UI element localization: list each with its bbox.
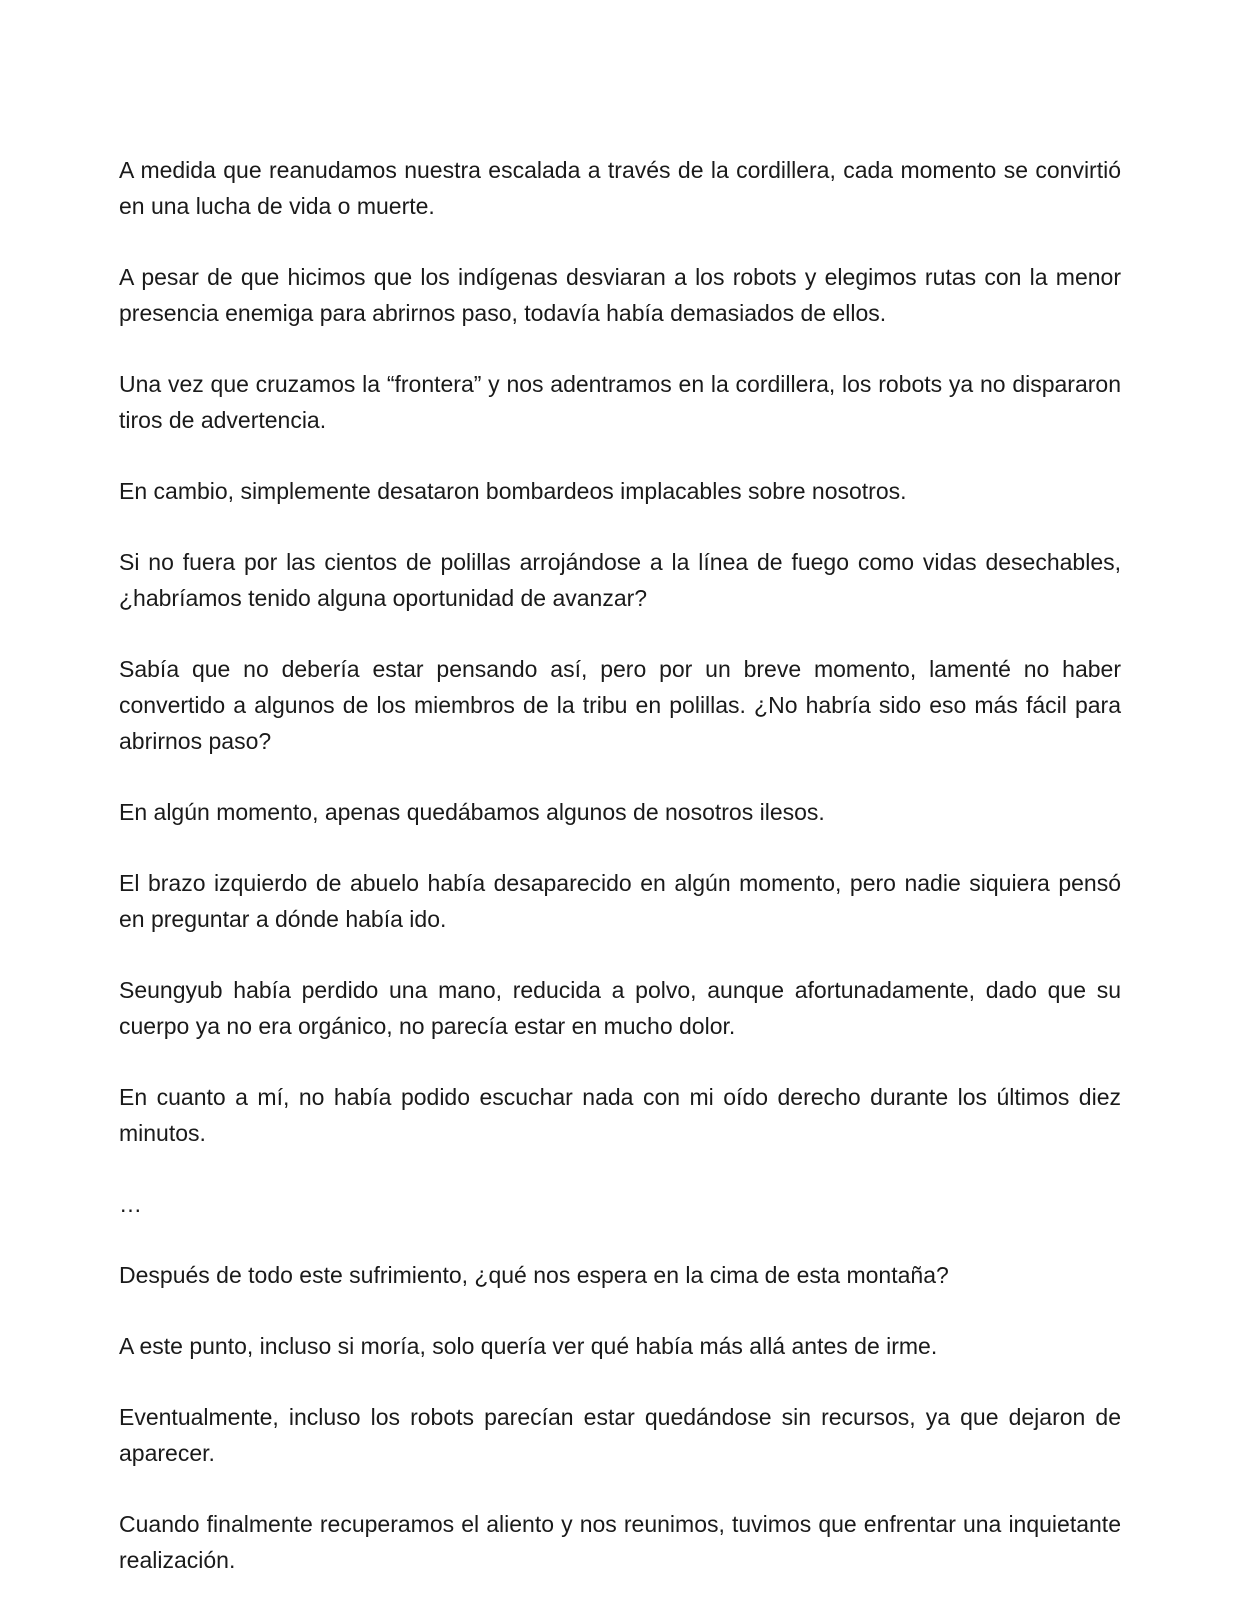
paragraph: A este punto, incluso si moría, solo quería ver qué había más allá antes de irme. (119, 1333, 938, 1359)
paragraph: Si no fuera por las cientos de polillas arrojándose a la línea de fuego como vidas desechables, ¿habríamos tenido alguna oportunidad de avanzar? (119, 549, 1121, 611)
paragraph: Eventualmente, incluso los robots parecían estar quedándose sin recursos, ya que dejaron de aparecer. (119, 1404, 1121, 1466)
paragraph: A medida que reanudamos nuestra escalada a través de la cordillera, cada momento se convirtió en una lucha de vida o muerte. (119, 157, 1121, 219)
paragraph: Seungyub había perdido una mano, reducida a polvo, aunque afortunadamente, dado que su cuerpo ya no era orgánico, no parecía estar en mucho dolor. (119, 977, 1121, 1039)
paragraph: El brazo izquierdo de abuelo había desaparecido en algún momento, pero nadie siquiera pensó en preguntar a dónde había ido. (119, 870, 1121, 932)
paragraph: Una vez que cruzamos la “frontera” y nos adentramos en la cordillera, los robots ya no dispararon tiros de advertencia. (119, 371, 1121, 433)
paragraph: En cuanto a mí, no había podido escuchar nada con mi oído derecho durante los últimos diez minutos. (119, 1084, 1121, 1146)
paragraph: Después de todo este sufrimiento, ¿qué nos espera en la cima de esta montaña? (119, 1262, 949, 1288)
paragraph: En cambio, simplemente desataron bombardeos implacables sobre nosotros. (119, 478, 907, 504)
ellipsis-separator: … (119, 1191, 142, 1217)
document-page (119, 152, 1121, 1613)
paragraph: Sabía que no debería estar pensando así, pero por un breve momento, lamenté no haber convertido a algunos de los miembros de la tribu en polillas. ¿No habría sido eso más fácil para abrirnos paso? (119, 656, 1121, 754)
paragraph: Cuando finalmente recuperamos el aliento y nos reunimos, tuvimos que enfrentar una inquietante realización. (119, 1511, 1121, 1573)
paragraph: En algún momento, apenas quedábamos algunos de nosotros ilesos. (119, 799, 825, 825)
paragraph: A pesar de que hicimos que los indígenas desviaran a los robots y elegimos rutas con la menor presencia enemiga para abrirnos paso, todavía había demasiados de ellos. (119, 264, 1121, 326)
